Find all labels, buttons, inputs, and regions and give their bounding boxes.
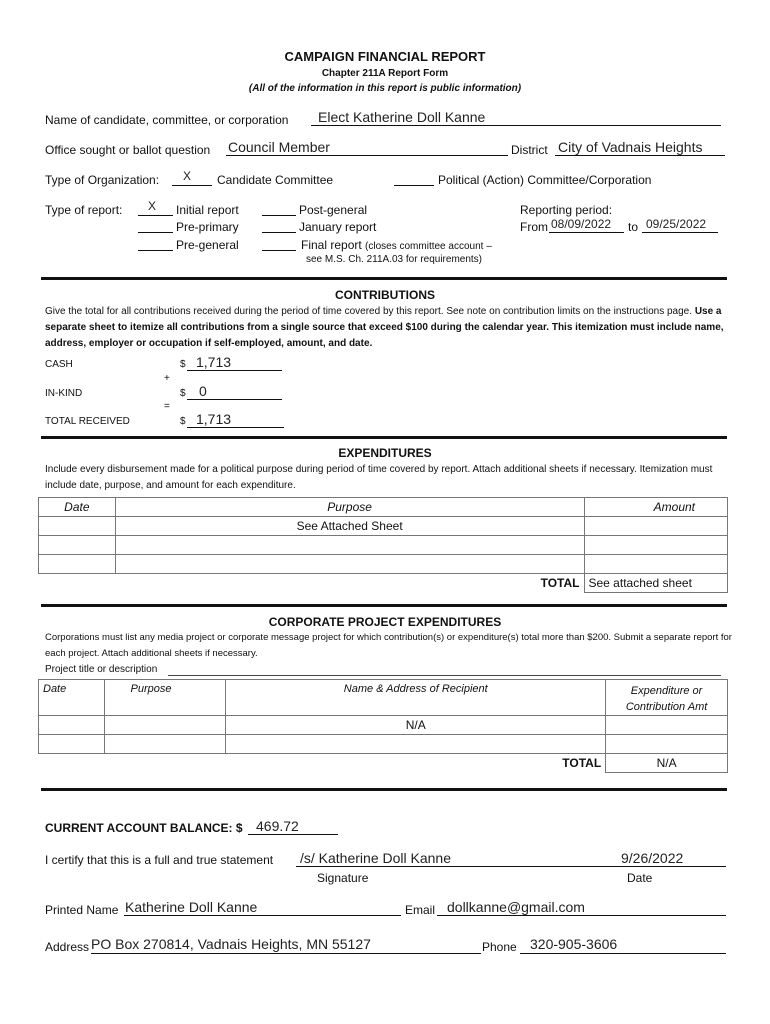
balance-label: CURRENT ACCOUNT BALANCE: $ (45, 821, 243, 835)
pac-checkbox[interactable] (394, 185, 434, 186)
address-label: Address (45, 940, 90, 954)
from-line (549, 232, 624, 233)
pregeneral-label: Pre-general (176, 238, 239, 252)
project-title-field[interactable] (168, 675, 721, 676)
contributions-heading: CONTRIBUTIONS (335, 288, 435, 302)
address-line (91, 953, 481, 954)
office-label: Office sought or ballot question (45, 143, 211, 157)
phone-line (520, 953, 726, 954)
table-row (39, 716, 728, 735)
total-label: TOTAL (226, 754, 606, 773)
district-line (555, 155, 725, 156)
cash-line (187, 370, 282, 371)
table-row (39, 517, 728, 536)
final-checkbox[interactable] (262, 250, 296, 251)
certify-label: I certify that this is a full and true statement (45, 853, 274, 867)
postgeneral-checkbox[interactable] (262, 215, 296, 216)
expenditures-instructions: Include every disbursement made for a political purpose during period of time covered by report. Attach additional sheets if necessary. Itemization must include date, purpose, and amount for each expenditure. (45, 464, 713, 491)
candidate-committee-checkbox[interactable]: X (183, 169, 192, 183)
office-field[interactable]: Council Member (228, 139, 330, 155)
initial-line (138, 215, 173, 216)
signature-field[interactable]: /s/ Katherine Doll Kanne (300, 850, 451, 866)
table-cell[interactable] (39, 536, 116, 555)
address-field[interactable]: PO Box 270814, Vadnais Heights, MN 55127 (91, 936, 371, 952)
candidate-committee-line (172, 185, 212, 186)
table-row (39, 498, 728, 517)
expenditures-table (38, 497, 728, 593)
plus-sign: + (164, 373, 170, 384)
table-row (39, 555, 728, 574)
table-cell[interactable] (226, 735, 606, 754)
table-cell[interactable] (104, 735, 226, 754)
table-cell[interactable] (39, 517, 116, 536)
phone-field[interactable]: 320-905-3606 (530, 936, 618, 952)
table-row (39, 735, 728, 754)
cash-dollar: $ (180, 359, 186, 370)
col-amount-header: Expenditure or Contribution Amt (606, 680, 728, 716)
initial-report-checkbox[interactable]: X (148, 199, 157, 213)
printed-name-line (124, 915, 401, 916)
divider (41, 788, 727, 791)
table-row (39, 536, 728, 555)
final-report-label: Final report (closes committee account – (301, 238, 492, 252)
email-label: Email (405, 903, 436, 917)
table-cell[interactable] (606, 735, 728, 754)
january-checkbox[interactable] (262, 232, 296, 233)
district-field[interactable]: City of Vadnais Heights (558, 139, 703, 155)
initial-report-label: Initial report (176, 203, 239, 217)
from-label: From (520, 220, 548, 234)
name-line (311, 125, 721, 126)
corporate-instructions: Corporations must list any media project or corporate message project for which contribution(s) or expenditure(s) total more than $200. Submit a separate report for each project. Attach additional sheets if necessary. (45, 632, 732, 659)
table-row (39, 574, 728, 593)
recipient-cell[interactable]: N/A (226, 716, 606, 735)
date-field[interactable]: 9/26/2022 (621, 850, 684, 866)
reporting-period-label: Reporting period: (520, 203, 613, 217)
equals-sign: = (164, 401, 170, 412)
table-cell[interactable] (584, 536, 728, 555)
total-amount-cell[interactable]: See attached sheet (584, 574, 728, 593)
table-cell[interactable] (584, 555, 728, 574)
chapter-subtitle: Chapter 211A Report Form (321, 68, 449, 79)
name-label: Name of candidate, committee, or corporation (45, 113, 289, 127)
candidate-committee-label: Candidate Committee (217, 173, 334, 187)
table-cell[interactable] (104, 716, 226, 735)
to-line (642, 232, 718, 233)
org-type-label: Type of Organization: (45, 173, 160, 187)
total-received-field[interactable]: 1,713 (196, 411, 232, 427)
email-field[interactable]: dollkanne@gmail.com (447, 899, 585, 915)
table-row (39, 754, 728, 773)
table-cell[interactable] (39, 716, 105, 735)
printed-name-field[interactable]: Katherine Doll Kanne (125, 899, 258, 915)
project-title-label: Project title or description (45, 664, 158, 675)
table-cell (39, 574, 116, 593)
table-cell (104, 754, 226, 773)
col-amount-header: Amount (584, 498, 728, 517)
total-line (187, 427, 284, 428)
divider (41, 436, 727, 439)
col-purpose-header: Purpose (115, 498, 584, 517)
email-line (437, 915, 726, 916)
to-label: to (628, 220, 639, 234)
total-label: TOTAL (115, 574, 584, 593)
purpose-cell[interactable]: See Attached Sheet (115, 517, 584, 536)
cash-label: CASH (45, 359, 73, 370)
public-info-note: (All of the information in this report is public information) (248, 83, 522, 94)
name-field[interactable]: Elect Katherine Doll Kanne (318, 109, 486, 125)
inkind-label: IN-KIND (45, 388, 83, 399)
col-recipient-header: Name & Address of Recipient (226, 680, 606, 716)
table-cell[interactable] (39, 735, 105, 754)
table-cell[interactable] (115, 555, 584, 574)
january-label: January report (299, 220, 377, 234)
printed-name-label: Printed Name (45, 903, 119, 917)
pregeneral-checkbox[interactable] (138, 250, 173, 251)
total-received-label: TOTAL RECEIVED (45, 416, 130, 427)
balance-line (248, 834, 338, 835)
contributions-instructions: Give the total for all contributions received during the period of time covered by this report. See note on contribution limits on the instructions page. Use a separate sheet to itemize all contributions from a single source that exceed $100 during the calendar year. This itemization must include name, address, employer or occupation if self-employed, amount, and date. (45, 306, 724, 349)
postgeneral-label: Post-general (299, 203, 368, 217)
balance-field[interactable]: 469.72 (256, 818, 299, 834)
report-type-label: Type of report: (45, 203, 123, 217)
inkind-dollar: $ (180, 388, 186, 399)
table-cell[interactable] (584, 517, 728, 536)
total-amount-cell[interactable]: N/A (606, 754, 728, 773)
to-date-field[interactable]: 09/25/2022 (646, 217, 707, 231)
date-label: Date (627, 871, 653, 885)
table-row (39, 680, 728, 716)
corporate-table (38, 679, 728, 773)
col-date-header: Date (39, 680, 105, 716)
signature-line (296, 866, 726, 867)
cash-field[interactable]: 1,713 (196, 354, 232, 370)
inkind-line (187, 399, 282, 400)
inkind-field[interactable]: 0 (199, 383, 207, 399)
expenditures-heading: EXPENDITURES (338, 446, 432, 460)
col-purpose-header: Purpose (104, 680, 226, 716)
corporate-heading: CORPORATE PROJECT EXPENDITURES (268, 615, 502, 629)
preprimary-label: Pre-primary (176, 220, 239, 234)
from-date-field[interactable]: 08/09/2022 (551, 217, 612, 231)
table-cell[interactable] (39, 555, 116, 574)
preprimary-checkbox[interactable] (138, 232, 173, 233)
table-cell[interactable] (606, 716, 728, 735)
total-dollar: $ (180, 416, 186, 427)
signature-label: Signature (317, 871, 369, 885)
divider (41, 277, 727, 280)
page-title: CAMPAIGN FINANCIAL REPORT (284, 49, 486, 64)
table-cell (39, 754, 105, 773)
phone-label: Phone (482, 940, 517, 954)
pac-label: Political (Action) Committee/Corporation (438, 173, 652, 187)
office-line (226, 155, 508, 156)
col-date-header: Date (39, 498, 116, 517)
divider (41, 604, 727, 607)
final-report-note: see M.S. Ch. 211A.03 for requirements) (306, 254, 483, 265)
table-cell[interactable] (115, 536, 584, 555)
district-label: District (511, 143, 548, 157)
